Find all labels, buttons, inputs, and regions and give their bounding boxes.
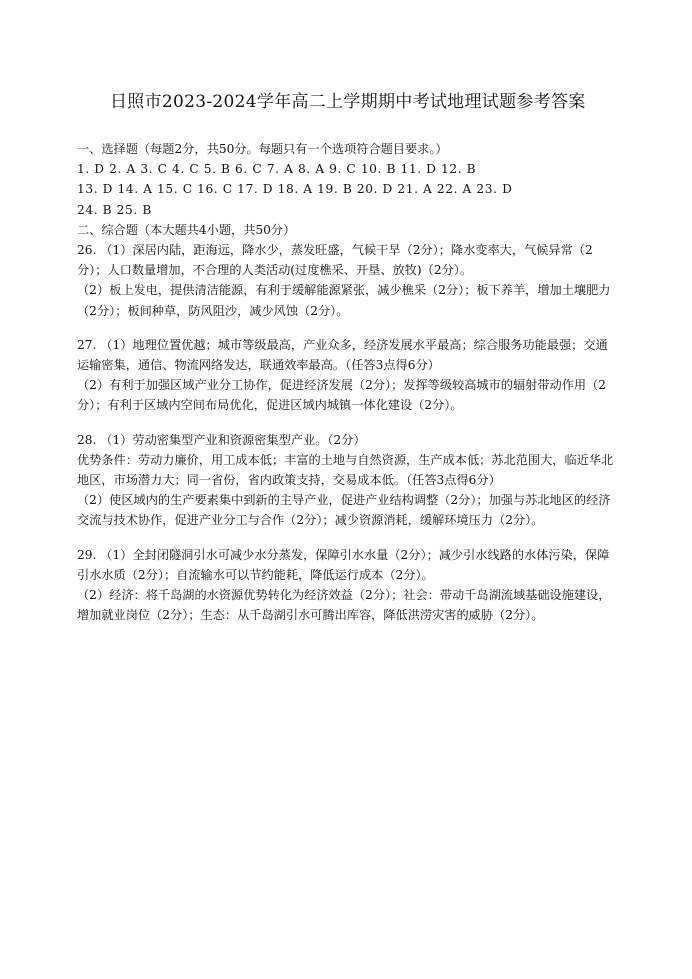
- q28-part1: 28. （1）劳动密集型产业和资源密集型产业。（2分）: [77, 432, 366, 447]
- spacer: [77, 416, 617, 430]
- answer-line-1: 1. D 2. A 3. C 4. C 5. B 6. C 7. A 8. A 9. C 10. B 11. D 12. B: [77, 162, 477, 177]
- spacer: [77, 321, 617, 335]
- q28-part2: （2）使区域内的生产要素集中到新的主导产业，促进产业结构调整（2分）；加强与苏北地区的经济交流与技术协作，促进产业分工与合作（2分）；减少资源消耗，缓解环境压力（2分）。: [77, 493, 611, 528]
- q27-part2: （2）有利于加强区域产业分工协作，促进经济发展（2分）；发挥等级较高城市的辐射带动作用（2分）；有利于区域内空间布局优化，促进区域内城镇一体化建设（2分）。: [77, 378, 607, 413]
- answer-line-2: 13. D 14. A 15. C 16. C 17. D 18. A 19. B 20. D 21. A 22. A 23. D: [77, 182, 513, 197]
- q26-part2: （2）板上发电，提供清洁能源，有利于缓解能源紧张，减少樵采（2分）；板下养羊，增加土壤肥力（2分）；板间种草，防风阻沙，减少风蚀（2分）。: [77, 283, 611, 318]
- q27-part1: 27. （1）地理位置优越；城市等级最高，产业众多，经济发展水平最高；综合服务功能最强；交通运输密集，通信、物流网络发达，联通效率最高。（任答3点得6分）: [77, 337, 608, 373]
- q28-advantages: 优势条件：劳动力廉价，用工成本低；丰富的土地与自然资源，生产成本低；苏北范围大，临近华北地区，市场潜力大；同一省份，省内政策支持，交易成本低。（任答3点得6分）: [77, 452, 614, 488]
- page-title: 日照市2023-2024学年高二上学期期中考试地理试题参考答案: [110, 92, 586, 112]
- section1-heading: 一、选择题（每题2分，共50分。每题只有一个选项符合题目要求。）: [77, 142, 448, 156]
- spacer: [77, 531, 617, 545]
- answer-content: [77, 139, 617, 625]
- section2-heading: 二、综合题（本大题共4小题，共50分）: [77, 222, 296, 237]
- q26-part1: 26. （1）深居内陆，距海远，降水少，蒸发旺盛，气候干旱（2分）；降水变率大，气候异常（2分）；人口数量增加，不合理的人类活动(过度樵采、开垦、放牧)（2分）。: [77, 243, 593, 278]
- answer-line-3: 24. B 25. B: [77, 202, 152, 217]
- q29-part2: （2）经济：将千岛湖的水资源优势转化为经济效益（2分）；社会：带动千岛湖流域基础设施建设，增加就业岗位（2分）；生态：从千岛湖引水可腾出库容，降低洪涝灾害的威胁（2分）。: [77, 588, 611, 623]
- q29-part1: 29. （1）全封闭隧洞引水可减少水分蒸发，保障引水水量（2分）；减少引水线路的水体污染，保障引水水质（2分）；自流输水可以节约能耗，降低运行成本（2分）。: [77, 547, 610, 582]
